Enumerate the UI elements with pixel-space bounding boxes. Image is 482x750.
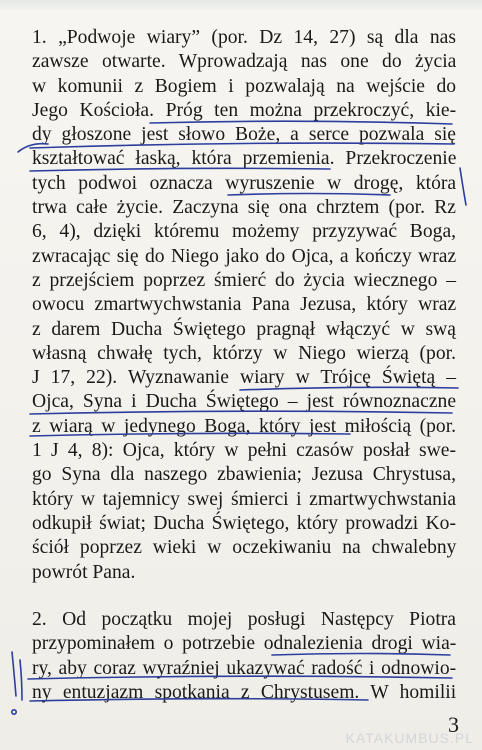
- text-line: J 17, 22). Wyznawanie wiary w Trójcę Świętą –: [32, 367, 457, 389]
- page-top-edge: [0, 0, 482, 10]
- paragraph-1: [32, 26, 456, 585]
- text-line: ry, aby coraz wyraźniej ukazywać radość i odnowio-: [32, 657, 457, 679]
- text-line: z przejściem poprzez śmierć do życia wiecznego –: [32, 269, 456, 291]
- text-line: 1 J 4, 8): Ojca, który w pełni czasów posłał swe-: [32, 440, 456, 462]
- page-number: 3: [448, 712, 459, 737]
- text-line: Ojca, Syna i Ducha Świętego – jest równoznaczne: [32, 391, 457, 413]
- text-line: tych podwoi oznacza wyruszenie w drogę, która: [32, 172, 457, 194]
- text-line: kształtować łaską, która przemienia. Przekroczenie: [32, 148, 457, 170]
- text-line: ściół poprzez wieki w oczekiwaniu na chwalebny: [32, 537, 457, 559]
- text-line: ny entuzjazm spotkania z Chrystusem. W homilii: [32, 681, 457, 703]
- text-line: trwa całe życie. Zaczyna się ona chrztem (por. Rz: [32, 197, 456, 219]
- text-line: zwracając się do Niego jako do Ojca, a kończy wraz: [32, 245, 457, 267]
- text-line: 2. Od początku mojej posługi Następcy Piotra: [32, 609, 456, 630]
- text-line: 6, 4), dzięki któremu możemy przyzywać Boga,: [32, 221, 457, 243]
- text-line: go Syna dla naszego zbawienia; Jezusa Chrystusa,: [32, 464, 456, 486]
- text-line: powrót Pana.: [32, 561, 136, 583]
- text-line: dy głoszone jest słowo Boże, a serce pozwala się: [32, 124, 456, 146]
- text-line: 1. „Podwoje wiary” (por. Dz 14, 27) są dla nas: [32, 27, 456, 48]
- pen-margin-mark: [12, 652, 16, 696]
- pen-dot: [12, 710, 16, 714]
- text-line: z wiarą w jedynego Boga, który jest miłością (por.: [32, 415, 457, 437]
- watermark: KATAKUMBUS.PL: [345, 730, 474, 746]
- text-line: przypominałem o potrzebie odnalezienia drogi wia-: [32, 633, 457, 655]
- text-line: z darem Ducha Świętego pragnął włączyć w swą: [32, 318, 456, 340]
- text-line: Jego Kościoła. Próg ten można przekroczyć, kie-: [32, 99, 457, 121]
- pen-margin-mark: [20, 660, 22, 700]
- pen-margin-mark: [460, 168, 466, 205]
- text-line: który w tajemnicy swej śmierci i zmartwychwstania: [32, 488, 457, 510]
- text-line: w komunii z Bogiem i pozwalają na wejście do: [32, 75, 457, 97]
- text-line: odkupił świat; Ducha Świętego, który prowadzi Ko-: [32, 512, 456, 534]
- text-line: własną chwałę tych, którzy w Niego wierzą (por.: [32, 342, 456, 364]
- paragraph-2: [32, 608, 456, 705]
- text-line: zawsze otwarte. Wprowadzają nas one do życia: [32, 51, 457, 73]
- text-line: owocu zmartwychwstania Pana Jezusa, który wraz: [32, 294, 457, 316]
